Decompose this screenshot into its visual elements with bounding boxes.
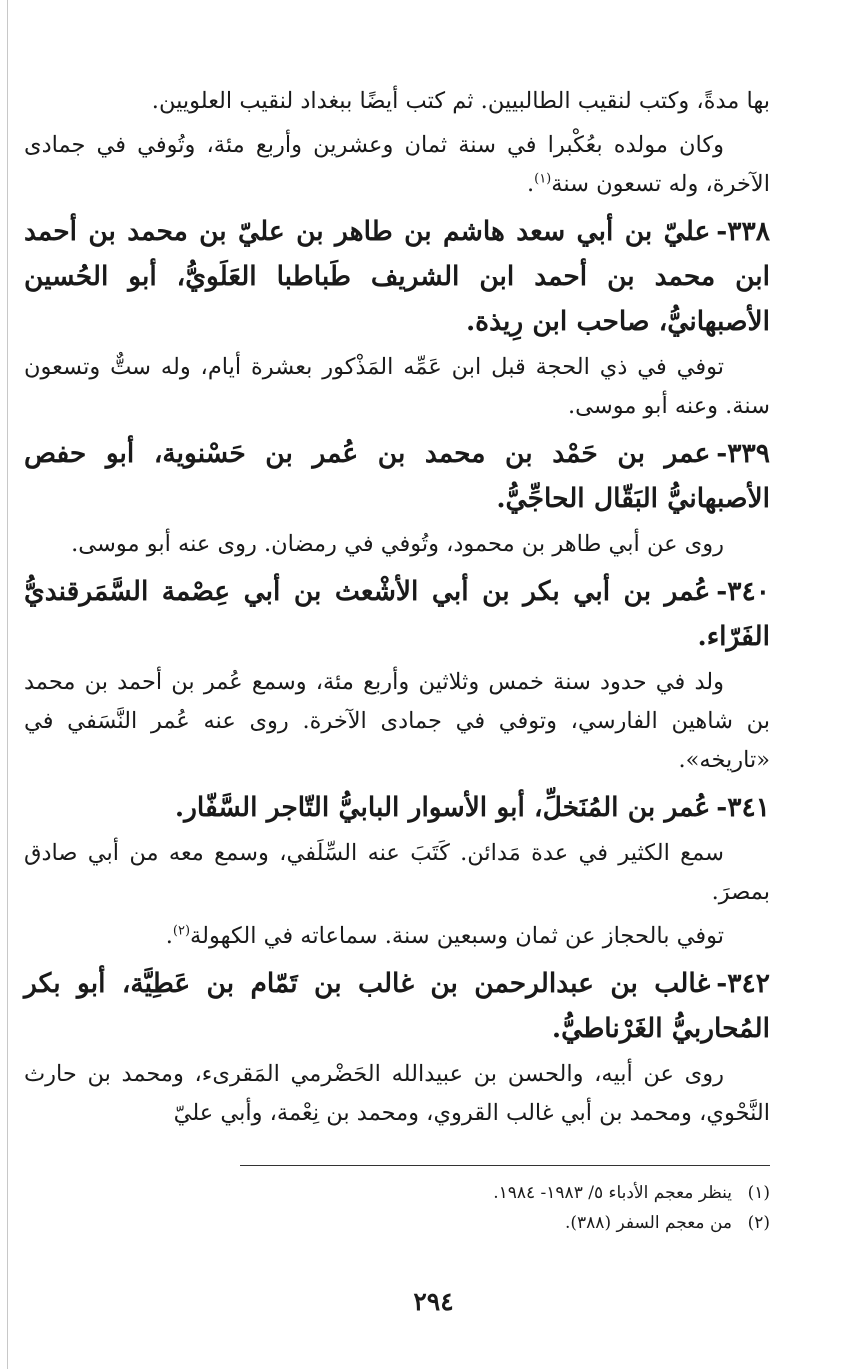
entry-number: ٣٣٨-	[716, 216, 770, 247]
paragraph-text: سمع الكثير في عدة مَدائن. كَتَبَ عنه السِّلَفي، وسمع معه من أبي صادق بمصرَ.	[24, 840, 770, 905]
paragraph-text: توفي في ذي الحجة قبل ابن عَمِّه المَذْكور بعشرة أيام، وله ستٌّ وتسعون سنة. وعنه أبو موسى.	[24, 354, 770, 419]
entry-title: غالب بن عبدالرحمن بن غالب بن تَمّام بن عَطِيَّة، أبو بكر المُحاربيُّ الغَرْناطيُّ.	[24, 968, 770, 1044]
entry-title: عُمر بن المُنَخلِّ، أبو الأسوار البابيُّ التّاجر السَّفّار.	[174, 792, 711, 823]
biography-entry-heading	[24, 209, 770, 344]
footnote-number: (٢)	[747, 1213, 770, 1233]
body-paragraph	[24, 82, 770, 121]
footnote-number: (١)	[747, 1183, 770, 1203]
entry-number: ٣٤٢-	[716, 968, 770, 999]
biography-entry-heading	[24, 431, 770, 521]
footnote-marker: (١)	[534, 171, 552, 187]
biography-entry-heading	[24, 961, 770, 1051]
paragraph-text: وكان مولده بعُكْبرا في سنة ثمان وعشرين وأربع مئة، وتُوفي في جمادى الآخرة، وله تسعون سنة	[24, 132, 770, 197]
body-paragraph	[24, 126, 770, 204]
footnote-text: من معجم السفر (٣٨٨).	[565, 1213, 732, 1233]
entry-title: عليّ بن أبي سعد هاشم بن طاهر بن عليّ بن محمد بن أحمد ابن محمد بن أحمد ابن الشريف طَباطبا العَلَويُّ، أبو الحُسين الأصبهانيُّ، صاحب ابن رِيذة.	[24, 216, 770, 337]
body-paragraph	[24, 834, 770, 912]
entry-number: ٣٤١-	[716, 792, 770, 823]
entry-number: ٣٤٠-	[716, 576, 770, 607]
body-paragraph	[24, 663, 770, 780]
paragraph-tail: .	[526, 171, 535, 197]
paragraph-text: بها مدةً، وكتب لنقيب الطالبيين. ثم كتب أيضًا ببغداد لنقيب العلويين.	[151, 88, 770, 114]
paragraph-text: ولد في حدود سنة خمس وثلاثين وأربع مئة، وسمع عُمر بن أحمد بن محمد بن شاهين الفارسي، وتوفي في جمادى الآخرة. روى عنه عُمر النَّسَفي في «تاريخه».	[24, 669, 770, 773]
paragraph-text: توفي بالحجاز عن ثمان وسبعين سنة. سماعاته في الكهولة	[190, 923, 724, 949]
biography-entry-heading	[24, 569, 770, 659]
main-text	[24, 82, 770, 1138]
footnote	[240, 1178, 770, 1208]
entry-title: عُمر بن أبي بكر بن أبي الأشْعث بن أبي عِصْمة السَّمَرقنديُّ الفَرّاء.	[24, 576, 770, 652]
scan-edge-line	[7, 0, 8, 1369]
paragraph-text: روى عن أبي طاهر بن محمود، وتُوفي في رمضان. روى عنه أبو موسى.	[71, 531, 724, 557]
page-number: ٢٩٤	[413, 1287, 454, 1316]
entry-title: عمر بن حَمْد بن محمد بن عُمر بن حَسْنوية، أبو حفص الأصبهانيُّ البَقّال الحاجِّيُّ.	[24, 438, 770, 514]
paragraph-tail: .	[165, 923, 173, 949]
paragraph-text: روى عن أبيه، والحسن بن عبيدالله الحَضْرمي المَقرىء، ومحمد بن حارث النَّحْوي، ومحمد بن أبي غالب القروي، ومحمد بن نِعْمة، وأبي عليّ	[24, 1061, 770, 1126]
entry-number: ٣٣٩-	[716, 438, 770, 469]
footnote-marker: (٢)	[172, 923, 191, 939]
body-paragraph	[24, 348, 770, 426]
biography-entry-heading	[24, 785, 770, 830]
footnote-text: ينظر معجم الأدباء ٥/ ١٩٨٣- ١٩٨٤.	[493, 1183, 732, 1203]
footnotes	[240, 1165, 770, 1238]
footnote	[240, 1208, 770, 1238]
body-paragraph	[24, 917, 770, 956]
body-paragraph	[24, 525, 770, 564]
body-paragraph	[24, 1055, 770, 1133]
